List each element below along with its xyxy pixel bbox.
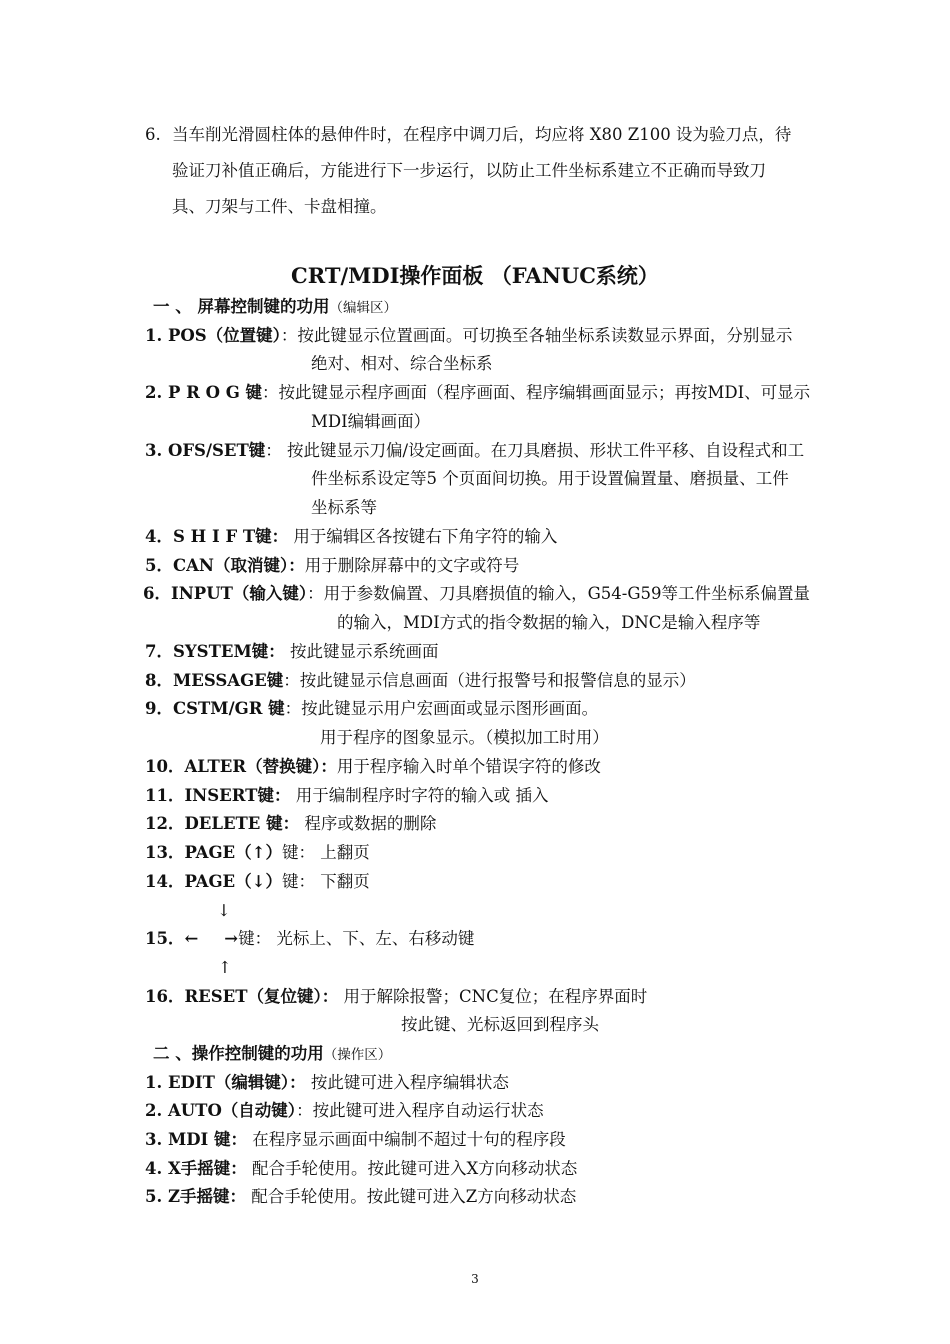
list-item <box>145 382 810 404</box>
item-desc: ： 按此键显示刀偏/设定画面。在刀具磨损、形状工件平移、自设程式和工 <box>265 441 805 460</box>
item-key: 1. POS（位置键） <box>145 326 281 345</box>
section-1-title: 一 、 屏幕控制键的功用 <box>153 297 330 316</box>
item-desc: 按此键显示系统画面 <box>284 642 439 661</box>
list-item <box>145 440 804 462</box>
list-item <box>145 555 519 577</box>
item-desc: ：用于参数偏置、刀具磨损值的输入，G54-G59等工件坐标系偏置量 <box>307 584 811 603</box>
item-desc: 用于编辑区各按键右下角字符的输入 <box>288 527 558 546</box>
list-item <box>145 986 647 1008</box>
list-item <box>145 1072 509 1094</box>
item-key: 5. Z手摇键： <box>145 1187 247 1206</box>
item-continuation: 的输入，MDI方式的指令数据的输入，DNC是输入程序等 <box>337 613 761 632</box>
item-desc: 键： 光标上、下、左、右移动键 <box>238 929 475 948</box>
list-item <box>145 785 548 807</box>
item-continuation: 按此键、光标返回到程序头 <box>401 1015 599 1034</box>
item-key: 3. OFS/SET键 <box>145 441 266 460</box>
list-item <box>145 670 696 692</box>
item-key: 15．← <box>145 929 199 948</box>
item-desc: 在程序显示画面中编制不超过十句的程序段 <box>247 1130 566 1149</box>
item-key: 13．PAGE（↑） <box>145 843 282 862</box>
item-continuation: MDI编辑画面） <box>311 412 431 431</box>
list-item <box>145 325 792 347</box>
item-key: 7．SYSTEM键： <box>145 642 285 661</box>
item-desc: 程序或数据的删除 <box>299 814 437 833</box>
item-continuation: 坐标系等 <box>311 498 377 517</box>
item-desc: 配合手轮使用。按此键可进入X方向移动状态 <box>246 1159 578 1178</box>
item-desc: 按此键可进入程序编辑状态 <box>305 1073 509 1092</box>
section-2-title: 二 、操作控制键的功用 <box>153 1044 324 1063</box>
item-key: 14．PAGE（↓） <box>145 872 282 891</box>
section-1-heading <box>153 296 397 319</box>
note-6-number: 6. <box>145 125 161 144</box>
list-item <box>145 1100 544 1122</box>
list-item <box>145 698 598 720</box>
item-key: 2. AUTO（自动键） <box>145 1101 297 1120</box>
list-item <box>143 583 810 605</box>
list-item <box>145 842 370 864</box>
note-6-line-2: 验证刀补值正确后，方能进行下一步运行，以防止工件坐标系建立不正确而导致刀 <box>172 161 766 180</box>
arrow-right-icon: → <box>224 929 239 948</box>
item-desc: ：按此键显示程序画面（程序画面、程序编辑画面显示；再按MDI、可显示 <box>262 383 811 402</box>
list-item <box>145 1129 566 1151</box>
note-6-line-1: 当车削光滑圆柱体的悬伸件时，在程序中调刀后，均应将 X80 Z100 设为验刀点，待 <box>172 125 792 144</box>
list-item <box>145 1158 577 1180</box>
item-key: 4. X手摇键： <box>145 1159 247 1178</box>
list-item <box>145 641 438 663</box>
arrow-down-icon: ↓ <box>217 901 231 920</box>
item-key: 8．MESSAGE键 <box>145 671 284 690</box>
item-key: 11．INSERT键： <box>145 786 291 805</box>
item-desc: 配合手轮使用。按此键可进入Z方向移动状态 <box>246 1187 577 1206</box>
item-key: 10．ALTER（替换键）： <box>145 757 337 776</box>
note-6-line-3: 具、刀架与工件、卡盘相撞。 <box>172 197 387 216</box>
item-desc: ：按此键显示用户宏画面或显示图形画面。 <box>284 699 599 718</box>
item-key: 6．INPUT（输入键） <box>143 584 308 603</box>
item-key: 4．S H I F T键： <box>145 527 289 546</box>
list-item <box>145 871 370 893</box>
list-item <box>145 813 436 835</box>
item-continuation: 件坐标系设定等5 个页面间切换。用于设置偏置量、磨损量、工件 <box>311 469 789 488</box>
list-item <box>145 928 474 950</box>
item-desc: ：按此键可进入程序自动运行状态 <box>296 1101 544 1120</box>
arrow-up-icon: ↑ <box>218 958 232 977</box>
section-2-note: （操作区） <box>323 1047 392 1063</box>
item-desc: 用于程序输入时单个错误字符的修改 <box>336 757 601 776</box>
item-continuation: 用于程序的图象显示。（模拟加工时用） <box>320 728 609 747</box>
section-2-heading <box>153 1043 391 1066</box>
item-key: 9．CSTM/GR 键 <box>145 699 285 718</box>
item-key: 3. MDI 键： <box>145 1130 248 1149</box>
item-key: 5．CAN（取消键）： <box>145 556 305 575</box>
page-title: CRT/MDI操作面板 （FANUC系统） <box>291 263 659 288</box>
item-continuation: 绝对、相对、综合坐标系 <box>311 354 493 373</box>
item-desc: 键： 上翻页 <box>281 843 370 862</box>
item-key: 1. EDIT（编辑键）： <box>145 1073 306 1092</box>
item-desc: 用于解除报警；CNC复位；在程序界面时 <box>338 987 648 1006</box>
item-desc: 用于编制程序时字符的输入或 插入 <box>290 786 549 805</box>
list-item <box>145 1186 576 1208</box>
list-item <box>145 526 557 548</box>
item-desc: 键： 下翻页 <box>281 872 370 891</box>
item-desc: ：按此键显示信息画面（进行报警号和报警信息的显示） <box>283 671 696 690</box>
item-desc: ：按此键显示位置画面。可切换至各轴坐标系读数显示界面，分别显示 <box>280 326 793 345</box>
item-key: 2. P R O G 键 <box>145 383 263 402</box>
page-number: 3 <box>471 1272 479 1286</box>
item-desc: 用于删除屏幕中的文字或符号 <box>304 556 520 575</box>
section-1-note: （编辑区） <box>329 300 397 316</box>
item-key: 12．DELETE 键： <box>145 814 300 833</box>
list-item <box>145 756 601 778</box>
item-key: 16．RESET（复位键）： <box>145 987 339 1006</box>
